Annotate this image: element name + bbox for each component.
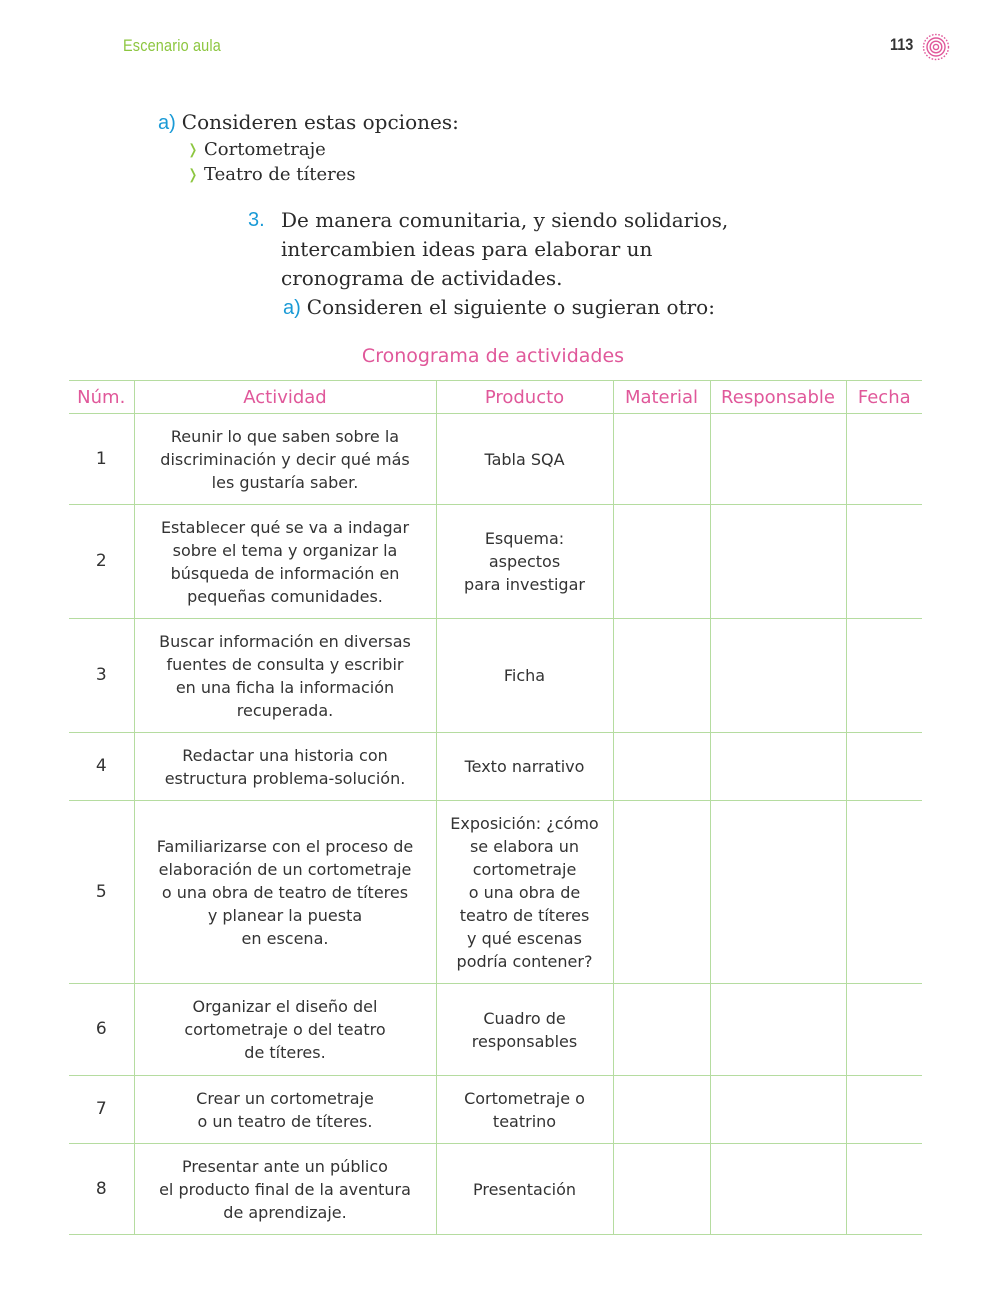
activity-cell (134, 505, 436, 619)
product-line: cortometraje (472, 859, 577, 879)
column-header: Núm. (69, 381, 134, 414)
product-line: y qué escenas (467, 928, 582, 948)
bullet-icon: ❭ (187, 166, 199, 182)
item-3-instruction (248, 206, 768, 323)
item-text-line: cronograma de actividades. (281, 266, 563, 290)
material-cell[interactable] (613, 414, 710, 505)
list-item (187, 137, 356, 162)
responsible-cell[interactable] (710, 984, 846, 1076)
responsible-cell[interactable] (710, 1144, 846, 1235)
activity-line: Crear un cortometraje (196, 1088, 374, 1108)
item-letter: a) (158, 112, 176, 134)
date-cell[interactable] (846, 505, 922, 619)
product-line: Cortometraje o (464, 1088, 585, 1108)
date-cell[interactable] (846, 801, 922, 984)
table-row (69, 984, 922, 1076)
product-line: podría contener? (456, 951, 593, 971)
row-number-cell: 4 (69, 733, 134, 801)
column-header: Responsable (710, 381, 846, 414)
product-line: Presentación (472, 1179, 576, 1199)
activity-line: Buscar información en diversas (159, 631, 411, 651)
row-number-cell: 2 (69, 505, 134, 619)
product-line: Cuadro de (483, 1008, 566, 1028)
item-text: Consideren estas opciones: (181, 110, 459, 134)
responsible-cell[interactable] (710, 801, 846, 984)
responsible-cell[interactable] (710, 1076, 846, 1144)
activity-line: Reunir lo que saben sobre la (170, 426, 400, 446)
option-label: Cortometraje (204, 139, 326, 160)
activity-cell (134, 414, 436, 505)
row-number-cell: 5 (69, 801, 134, 984)
activity-schedule-table (69, 380, 922, 1235)
activity-line: cortometraje o del teatro (184, 1020, 386, 1039)
column-header: Fecha (846, 381, 922, 414)
activity-line: les gustaría saber. (211, 472, 359, 492)
material-cell[interactable] (613, 1144, 710, 1235)
product-cell (436, 619, 613, 733)
table-header-row (69, 381, 922, 414)
table-row (69, 414, 922, 505)
row-number-cell: 3 (69, 619, 134, 733)
product-line: teatrino (492, 1111, 557, 1131)
activity-line: Familiarizarse con el proceso de (156, 836, 414, 856)
item-letter: a) (283, 297, 301, 319)
product-line: Texto narrativo (464, 757, 585, 776)
activity-line: discriminación y decir qué más (160, 449, 410, 469)
date-cell[interactable] (846, 1076, 922, 1144)
activity-line: fuentes de consulta y escribir (166, 654, 404, 674)
responsible-cell[interactable] (710, 414, 846, 505)
section-title: Escenario aula (123, 36, 221, 55)
product-line: Tabla SQA (484, 449, 565, 469)
material-cell[interactable] (613, 505, 710, 619)
product-cell (436, 1144, 613, 1235)
row-number-cell: 8 (69, 1144, 134, 1235)
option-label: Teatro de títeres (204, 164, 356, 185)
row-number-cell: 6 (69, 984, 134, 1076)
date-cell[interactable] (846, 619, 922, 733)
material-cell[interactable] (613, 801, 710, 984)
column-header: Material (613, 381, 710, 414)
item-text-line: intercambien ideas para elaborar un (281, 237, 653, 261)
product-line: Ficha (503, 666, 546, 685)
product-line: aspectos (488, 552, 561, 571)
product-line: se elabora un (469, 836, 580, 856)
activity-line: Redactar una historia con (182, 745, 388, 765)
activity-cell (134, 1076, 436, 1144)
table-title: Cronograma de actividades (361, 345, 625, 367)
options-list (187, 137, 356, 187)
activity-line: recuperada. (236, 700, 334, 720)
product-line: Exposición: ¿cómo (450, 813, 599, 833)
product-cell (436, 505, 613, 619)
activity-line: en escena. (241, 928, 329, 948)
activity-line: estructura problema-solución. (164, 768, 406, 788)
product-cell (436, 414, 613, 505)
list-item (187, 162, 356, 187)
activity-line: búsqueda de información en (170, 563, 400, 583)
activity-cell (134, 733, 436, 801)
activity-cell (134, 984, 436, 1076)
date-cell[interactable] (846, 1144, 922, 1235)
activity-line: Organizar el diseño del (192, 997, 378, 1016)
material-cell[interactable] (613, 984, 710, 1076)
activity-line: de aprendizaje. (223, 1202, 347, 1222)
table-row (69, 505, 922, 619)
product-cell (436, 984, 613, 1076)
product-line: responsables (471, 1031, 578, 1051)
activity-line: Establecer qué se va a indagar (160, 517, 410, 537)
product-line: teatro de títeres (459, 905, 590, 925)
activity-line: elaboración de un cortometraje (158, 859, 412, 879)
item-number: 3. (248, 209, 265, 231)
responsible-cell[interactable] (710, 733, 846, 801)
responsible-cell[interactable] (710, 505, 846, 619)
activity-cell (134, 619, 436, 733)
table-body (69, 414, 922, 1235)
activity-line: de títeres. (244, 1043, 326, 1062)
date-cell[interactable] (846, 984, 922, 1076)
page-number: 113 (890, 35, 914, 54)
bullet-icon: ❭ (187, 141, 199, 157)
activity-line: el producto final de la aventura (159, 1179, 411, 1199)
product-cell (436, 733, 613, 801)
row-number-cell: 7 (69, 1076, 134, 1144)
item-text-line: De manera comunitaria, y siendo solidarios, (281, 208, 729, 232)
activity-line: Presentar ante un público (182, 1156, 388, 1176)
activity-cell (134, 1144, 436, 1235)
table-row (69, 1076, 922, 1144)
table-row (69, 801, 922, 984)
activity-cell (134, 801, 436, 984)
material-cell[interactable] (613, 619, 710, 733)
date-cell[interactable] (846, 733, 922, 801)
table-row (69, 733, 922, 801)
column-header: Actividad (134, 381, 436, 414)
table-row (69, 1144, 922, 1235)
activity-line: o un teatro de títeres. (197, 1111, 373, 1131)
material-cell[interactable] (613, 1076, 710, 1144)
table-row (69, 619, 922, 733)
date-cell[interactable] (846, 414, 922, 505)
responsible-cell[interactable] (710, 619, 846, 733)
activity-line: o una obra de teatro de títeres (161, 882, 409, 902)
product-line: o una obra de (468, 882, 581, 902)
activity-line: sobre el tema y organizar la (172, 540, 398, 560)
concentric-circle-ornament-icon (922, 33, 950, 61)
product-line: Esquema: (484, 529, 565, 548)
item-text: Consideren el siguiente o sugieran otro: (306, 295, 715, 319)
product-cell (436, 1076, 613, 1144)
product-line: para investigar (464, 575, 585, 594)
item-a-instruction (158, 110, 459, 135)
activity-line: en una ficha la información (175, 677, 395, 697)
material-cell[interactable] (613, 733, 710, 801)
activity-line: y planear la puesta (207, 905, 363, 925)
column-header: Producto (436, 381, 613, 414)
row-number-cell: 1 (69, 414, 134, 505)
product-cell (436, 801, 613, 984)
activity-line: pequeñas comunidades. (187, 586, 383, 606)
item-sub-instruction (283, 293, 768, 323)
